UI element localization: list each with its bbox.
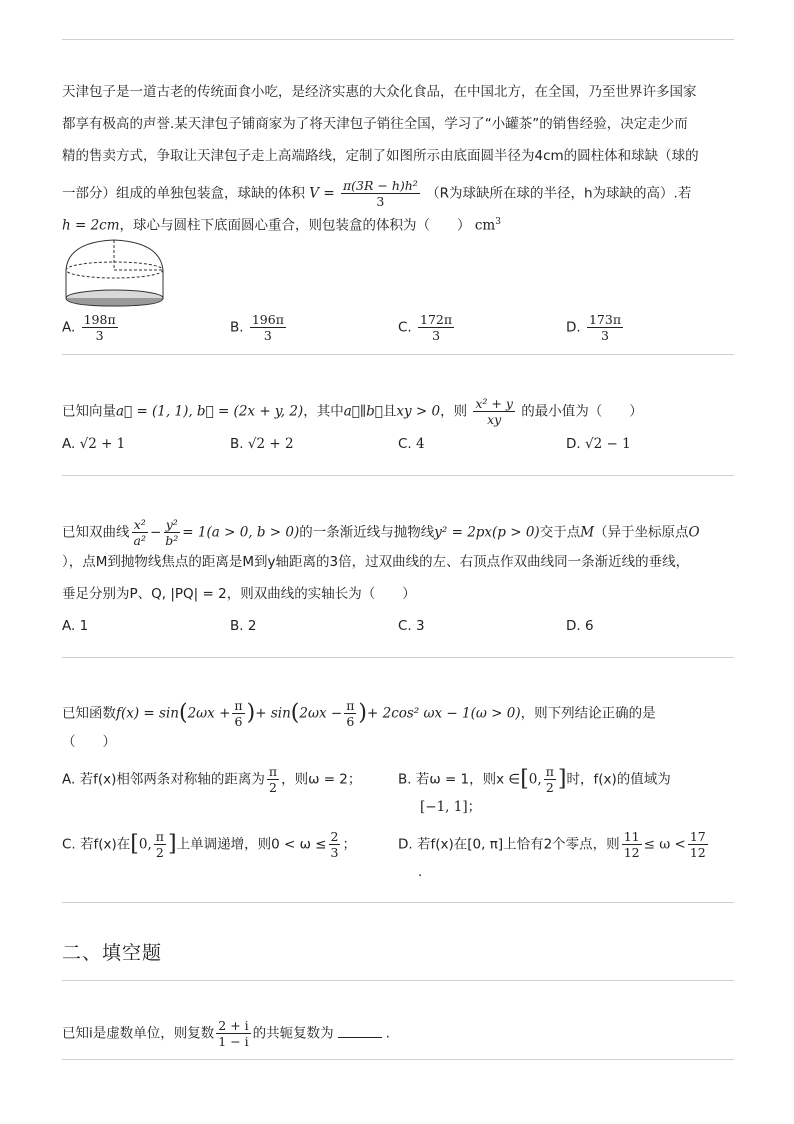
q1-line-4: 一部分）组成的单独包装盒，球缺的体积 V = $\frac{\text{π(3R − h)h²}}{3}$ （R为球缺所在球的半径，h为球缺的高）.若 — [62, 178, 692, 209]
q4-paren: （ ） — [62, 734, 116, 750]
q1-line-3: 精的售卖方式，争取让天津包子走上高端路线，定制了如图所示由底面圆半径为4cm的圆柱体和球缺（球的 — [62, 148, 699, 164]
q4-option-d[interactable]: D. 若f(x)在[0, π]上恰有2个零点，则 $\frac{11}{12}$ ≤ ω < $\frac{17}{12}$ — [398, 829, 706, 860]
q3-line-2: ），点M到抛物线焦点的距离是M到y轴距离的3倍，过双曲线的左、右顶点作双曲线同一条渐近线的垂线， — [62, 554, 690, 570]
q4-option-d-dot: . — [418, 864, 423, 880]
q1-line-5: h = 2cm，球心与圆柱下底面圆心重合，则包装盒的体积为（ ） $cm^3$ — [62, 217, 501, 234]
divider-5 — [62, 980, 734, 981]
q3-option-c[interactable]: C. 3 — [398, 618, 425, 634]
divider-4 — [62, 902, 734, 903]
q1-option-c[interactable]: C. $\frac{172\pi}{3}$ — [398, 312, 453, 343]
q2-option-c[interactable]: C. 4 — [398, 436, 425, 452]
q2-option-d[interactable]: D. √2 − 1 — [566, 436, 631, 452]
q5-stem: 已知i是虚数单位，则复数 $\frac{2 + i}{1 - i}$ 的共轭复数为 . — [62, 1018, 390, 1049]
q3-line-3: 垂足分别为P、Q, |PQ| = 2，则双曲线的实轴长为（ ） — [62, 586, 416, 602]
cylinder-dome-figure — [62, 238, 168, 308]
divider-bottom — [62, 1059, 734, 1060]
q1-option-d[interactable]: D. $\frac{173\pi}{3}$ — [566, 312, 622, 343]
q4-option-b[interactable]: B. 若ω = 1，则x ∈[0, $\frac{\pi}{2}$ ]时，f(x)的值域为 — [398, 764, 671, 795]
q2-stem: 已知向量a⃗ = (1, 1), b⃗ = (2x + y, 2)，其中a⃗∥b⃗且xy > 0，则 $\frac{\text{x² + y}}{xy}$ 的最小值为（ ） — [62, 396, 643, 427]
section-title: 二、填空题 — [62, 942, 163, 964]
divider-3 — [62, 657, 734, 658]
divider-1 — [62, 354, 734, 355]
q3-option-a[interactable]: A. 1 — [62, 618, 89, 634]
q1-option-b[interactable]: B. $\frac{196\pi}{3}$ — [230, 312, 284, 343]
q1-option-a[interactable]: A. $\frac{198\pi}{3}$ — [62, 312, 116, 343]
q4-option-b-line2: [−1, 1]； — [420, 799, 482, 815]
divider-top — [62, 39, 734, 40]
q2-option-a[interactable]: A. √2 + 1 — [62, 436, 126, 452]
q3-option-d[interactable]: D. 6 — [566, 618, 594, 634]
q1-line-2: 都享有极高的声誉.某天津包子铺商家为了将天津包子销往全国，学习了“小罐茶”的销售经验，决定走少而 — [62, 116, 688, 132]
q3-line-1: 已知双曲线 $\frac{\text{x²}}{\text{a²}}$ − $\frac{\text{y²}}{\text{b²}}$ = 1(a > 0, b > 0)的一条渐近线与抛物线y² = 2px(p > 0)交于点M（异于坐标原点O — [62, 517, 700, 548]
q4-option-c[interactable]: C. 若f(x)在[0, $\frac{\pi}{2}$ ]上单调递增，则0 < ω ≤ $\frac{2}{3}$ ； — [62, 829, 356, 860]
q1-line-1: 天津包子是一道古老的传统面食小吃，是经济实惠的大众化食品，在中国北方，在全国，乃至世界许多国家 — [62, 84, 697, 100]
divider-2 — [62, 475, 734, 476]
q4-option-a[interactable]: A. 若f(x)相邻两条对称轴的距离为 $\frac{\pi}{2}$ ，则ω = 2； — [62, 764, 362, 795]
q3-option-b[interactable]: B. 2 — [230, 618, 257, 634]
q2-option-b[interactable]: B. √2 + 2 — [230, 436, 294, 452]
q4-stem: 已知函数f(x) = sin(2ωx + $\frac{\pi}{6}$ )+ sin(2ωx − $\frac{\pi}{6}$ )+ 2cos² ωx − 1(ω > 0)，则下列结论正确的是 — [62, 698, 656, 729]
answer-blank[interactable] — [338, 1024, 382, 1038]
q1-volume-fraction: $\frac{\text{π(3R − h)h²}}{3}$ — [342, 178, 418, 209]
